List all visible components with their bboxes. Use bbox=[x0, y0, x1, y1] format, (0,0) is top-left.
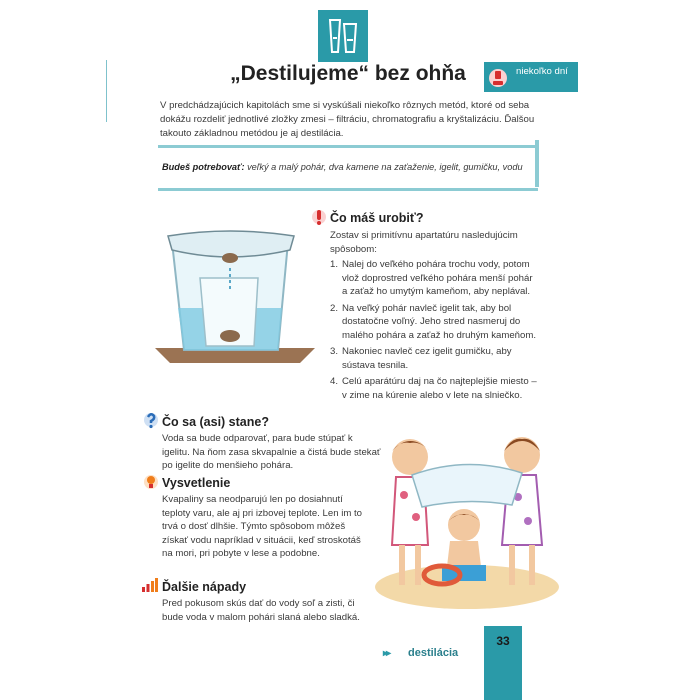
step-text: Nalej do veľkého pohára trochu vody, potom vlož doprostred veľkého pohára menší pohár a zaťaž ho umytým kameňom, aby neplával. bbox=[342, 259, 533, 297]
step-number: 1. bbox=[330, 259, 339, 270]
exclamation-icon bbox=[312, 208, 326, 226]
needs-box-edge bbox=[535, 140, 539, 187]
question-icon-wrap bbox=[144, 411, 158, 434]
list-item bbox=[330, 258, 540, 299]
header-icon-box bbox=[318, 10, 368, 62]
badge-text: niekoľko dní bbox=[516, 66, 568, 77]
bulb-icon bbox=[144, 473, 158, 491]
explanation-text: Kvapaliny sa neodparujú len po dosiahnutí teploty varu, ale aj pri izbovej teplote. Len im to trvá o dosť dlhšie. Týmto spôsobom môžeš získať vodu napríklad v situácii, keď stroskotáš na mori, pri pobyte v lese a podobne. bbox=[162, 494, 362, 559]
step-text: Na veľký pohár navleč igelit tak, aby bol dostatočne voľný. Jeho stred nasmeruj do malého pohára a zaťaž ho druhým kameňom. bbox=[342, 302, 536, 341]
what-to-do-heading: Čo máš urobiť? bbox=[330, 211, 424, 225]
kids-illustration bbox=[372, 425, 562, 620]
list-item bbox=[330, 375, 540, 402]
explanation-heading: Vysvetlenie bbox=[162, 476, 231, 490]
step-number: 3. bbox=[330, 346, 339, 357]
needs-label: Budeš potrebovať: bbox=[162, 162, 245, 172]
intro-paragraph: V predchádzajúcich kapitolách sme si vyskúšali niekoľko rôznych metód, ktoré od seba dokážu rozdeliť jednotlivé zložky zmesi – filtráciu, chromatografiu a kryštalizáciu. Ďalšou takouto základnou metódou je aj destilácia. bbox=[160, 100, 535, 139]
what-happens-heading: Čo sa (asi) stane? bbox=[162, 415, 269, 429]
bar-chart-icon-wrap bbox=[142, 578, 158, 597]
step-text: Nakoniec navleč cez igelit gumičku, aby sústava tesnila. bbox=[342, 346, 512, 371]
left-rule bbox=[106, 60, 107, 122]
list-item bbox=[330, 302, 540, 343]
step-number: 2. bbox=[330, 302, 339, 314]
bar-chart-icon bbox=[142, 578, 158, 592]
list-item bbox=[330, 345, 540, 372]
needs-text bbox=[162, 162, 532, 172]
page-title: „Destilujeme“ bez ohňa bbox=[230, 62, 466, 85]
more-ideas-heading: Ďalšie nápady bbox=[162, 580, 247, 594]
timer-icon bbox=[488, 67, 508, 89]
question-icon bbox=[144, 411, 158, 429]
needs-items: veľký a malý pohár, dva kamene na zaťaženie, igelit, gumičku, vodu bbox=[247, 162, 523, 172]
more-ideas-text: Pred pokusom skús dať do vody soľ a zisti, či bude voda v malom pohári slaná alebo sladká. bbox=[162, 598, 360, 623]
steps-list bbox=[330, 258, 540, 405]
bulb-icon-wrap bbox=[144, 473, 158, 496]
step-number: 4. bbox=[330, 376, 339, 387]
step-text: Celú aparátúru daj na čo najteplejšie miesto – v zime na kúrenie alebo v lete na slniečko. bbox=[342, 376, 537, 401]
glasses-icon bbox=[318, 10, 368, 62]
glass-illustration bbox=[150, 228, 320, 373]
footer-topic-label: destilácia bbox=[408, 647, 459, 659]
what-to-do-intro: Zostav si primitívnu apartatúru nasledujúcim spôsobom: bbox=[330, 230, 518, 255]
exclamation-icon-wrap bbox=[312, 208, 326, 231]
page-number: 33 bbox=[496, 634, 510, 648]
timer-icon-wrap bbox=[488, 67, 508, 94]
footer-arrows: ▸▸ bbox=[383, 648, 390, 659]
what-happens-text: Voda sa bude odparovať, para bude stúpať k igelitu. Na ňom zasa skvapalnie a čistá bude stekať po igelite do menšieho pohára. bbox=[162, 433, 381, 471]
